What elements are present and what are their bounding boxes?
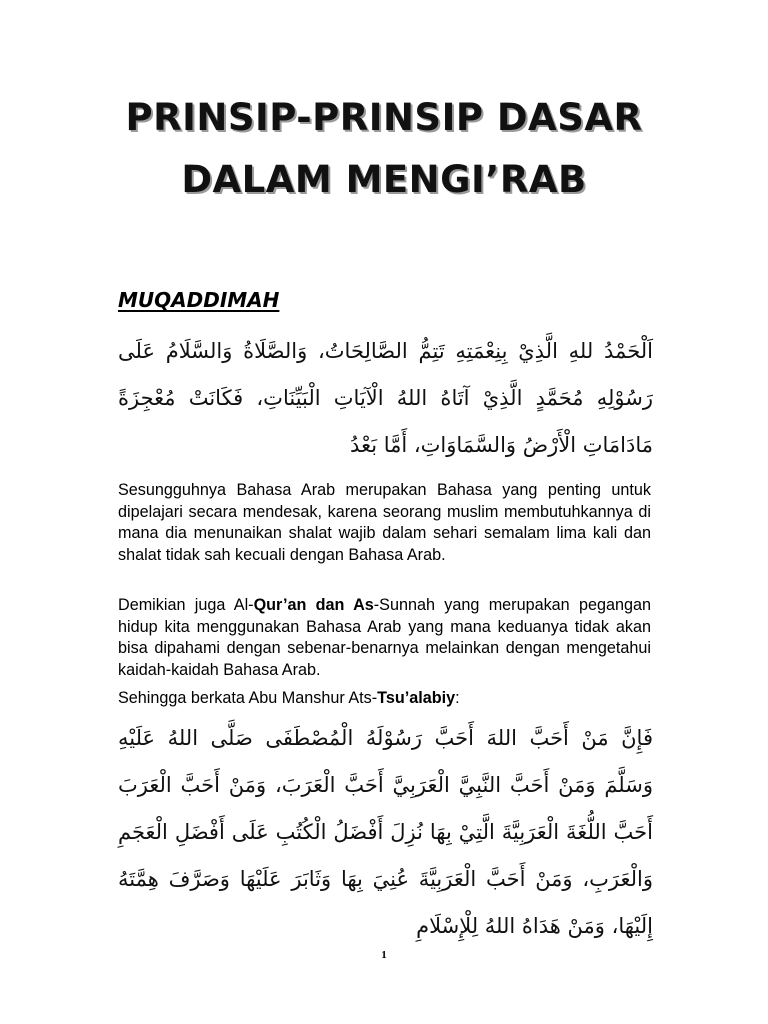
paragraph-3-text-a: Sehingga berkata Abu Manshur Ats- xyxy=(118,689,378,707)
paragraph-3-text-b: : xyxy=(455,689,460,707)
paragraph-2-text-a: Demikian juga Al- xyxy=(118,596,254,614)
paragraph-2-text-b: -Sunnah yang merupakan pegangan hidup kita menggunakan Bahasa Arab yang mana keduanya tidak akan bisa dipahami dengan sebenar-benarnya melainkan dengan mengetahui kaidah-kaidah Bahasa Arab. xyxy=(118,596,651,679)
paragraph-3-bold-text: Tsu’alabiy xyxy=(377,689,456,707)
section-heading: MUQADDIMAH xyxy=(118,288,280,312)
document-title-line-2: DALAM MENGI’RAB xyxy=(181,158,587,201)
arabic-quote-text: فَإِنَّ مَنْ أَحَبَّ اللهَ أَحَبَّ رَسُوْلَهُ الْمُصْطَفَى صَلَّى اللهُ عَلَيْهِ وَسَلَّمَ وَمَنْ أَحَبَّ النَّبِيَّ الْعَرَبِيَّ أَحَبَّ الْعَرَبَ، وَمَنْ أَحَبَّ الْعَرَبَ أَحَبَّ اللُّغَةَ الْعَرَبِيَّةَ الَّتِيْ بِهَا نُزِلَ أَفْضَلُ الْكُتُبِ عَلَى أَفْضَلِ الْعَجَمِ وَالْعَرَبِ، وَمَنْ أَحَبَّ الْعَرَبِيَّةَ عُنِيَ بِهَا وَثَابَرَ عَلَيْهَا وَصَرَّفَ هِمَّتَهُ إِلَيْهَا، وَمَنْ هَدَاهُ اللهُ لِلْإِسْلَامِ xyxy=(118,726,653,938)
page-number: 1 xyxy=(381,949,387,961)
paragraph-2-bold-text: Qur’an dan As xyxy=(253,596,374,614)
document-title-line-1: PRINSIP-PRINSIP DASAR xyxy=(125,96,643,139)
paragraph-3 xyxy=(118,688,651,710)
paragraph-2 xyxy=(118,595,651,681)
arabic-opening-text: اَلْحَمْدُ للهِ الَّذِيْ بِنِعْمَتِهِ تَتِمُّ الصَّالِحَاتُ، وَالصَّلَاةُ وَالسَّلَامُ عَلَى رَسُوْلِهِ مُحَمَّدٍ الَّذِيْ آتَاهُ اللهُ الْآيَاتِ الْبَيِّنَاتِ، فَكَانَتْ مُعْجِزَةً مَادَامَاتِ الْأَرْضُ وَالسَّمَاوَاتِ، أَمَّا بَعْدُ xyxy=(118,339,653,457)
paragraph-1: Sesungguhnya Bahasa Arab merupakan Bahasa yang penting untuk dipelajari secara mendesak, karena seorang muslim membutuhkannya di mana dia menunaikan shalat wajib dalam sehari semalam lima kali dan shalat tidak sah kecuali dengan Bahasa Arab. xyxy=(118,481,651,564)
